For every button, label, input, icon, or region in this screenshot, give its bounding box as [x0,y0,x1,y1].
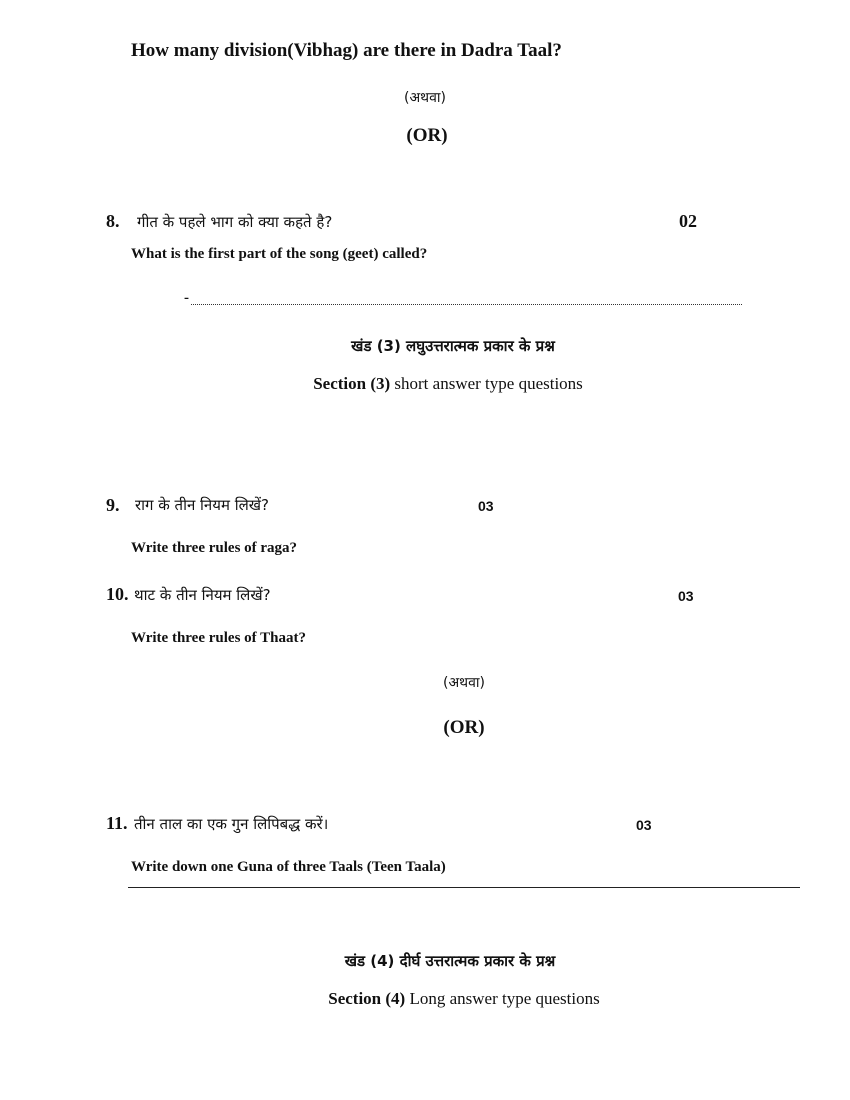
question-8-english: What is the first part of the song (geet) called? [131,246,428,262]
question-9-marks: 03 [478,498,494,514]
question-9-hindi: राग के तीन नियम लिखें? [135,496,269,514]
question-8-number: 8. [106,211,120,231]
section-3-label: Section (3) [313,374,391,393]
question-9-number: 9. [106,495,120,515]
or-hindi-label: (अथवा) [404,90,446,106]
question-11-hindi: तीन ताल का एक गुन लिपिबद्ध करें। [134,815,329,833]
question-11-marks: 03 [636,817,652,833]
or-english-label: (OR) [406,125,448,146]
section-3-hindi-heading: खंड (3) लघुउत्तरात्मक प्रकार के प्रश्न [351,337,555,355]
section-3-english-heading [0,374,850,394]
question-8-hindi: गीत के पहले भाग को क्या कहते है? [137,213,333,231]
section-4-hindi-heading: खंड (4) दीर्घ उत्तरात्मक प्रकार के प्रश्न [344,952,556,970]
question-10-number: 10. [106,584,129,604]
section-4-english-heading [0,989,850,1009]
question-10-english: Write three rules of Thaat? [131,630,306,646]
question-10-marks: 03 [678,588,694,604]
question-8-marks: 02 [679,211,697,231]
question-11-number: 11. [106,813,128,833]
or-hindi-label-2: (अथवा) [443,675,485,691]
section-4-description: Long answer type questions [405,989,600,1008]
question-7-english: How many division(Vibhag) are there in Dadra Taal? [131,40,562,61]
question-10-hindi: थाट के तीन नियम लिखें? [134,586,271,604]
question-11-english: Write down one Guna of three Taals (Teen Taala) [131,859,446,875]
question-9-english: Write three rules of raga? [131,540,298,556]
answer-dotted-line [191,304,742,305]
answer-line-prefix: - [184,290,189,306]
section-divider-line [128,887,800,888]
section-3-description: short answer type questions [390,374,583,393]
section-4-label: Section (4) [328,989,406,1008]
or-english-label-2: (OR) [443,717,485,738]
